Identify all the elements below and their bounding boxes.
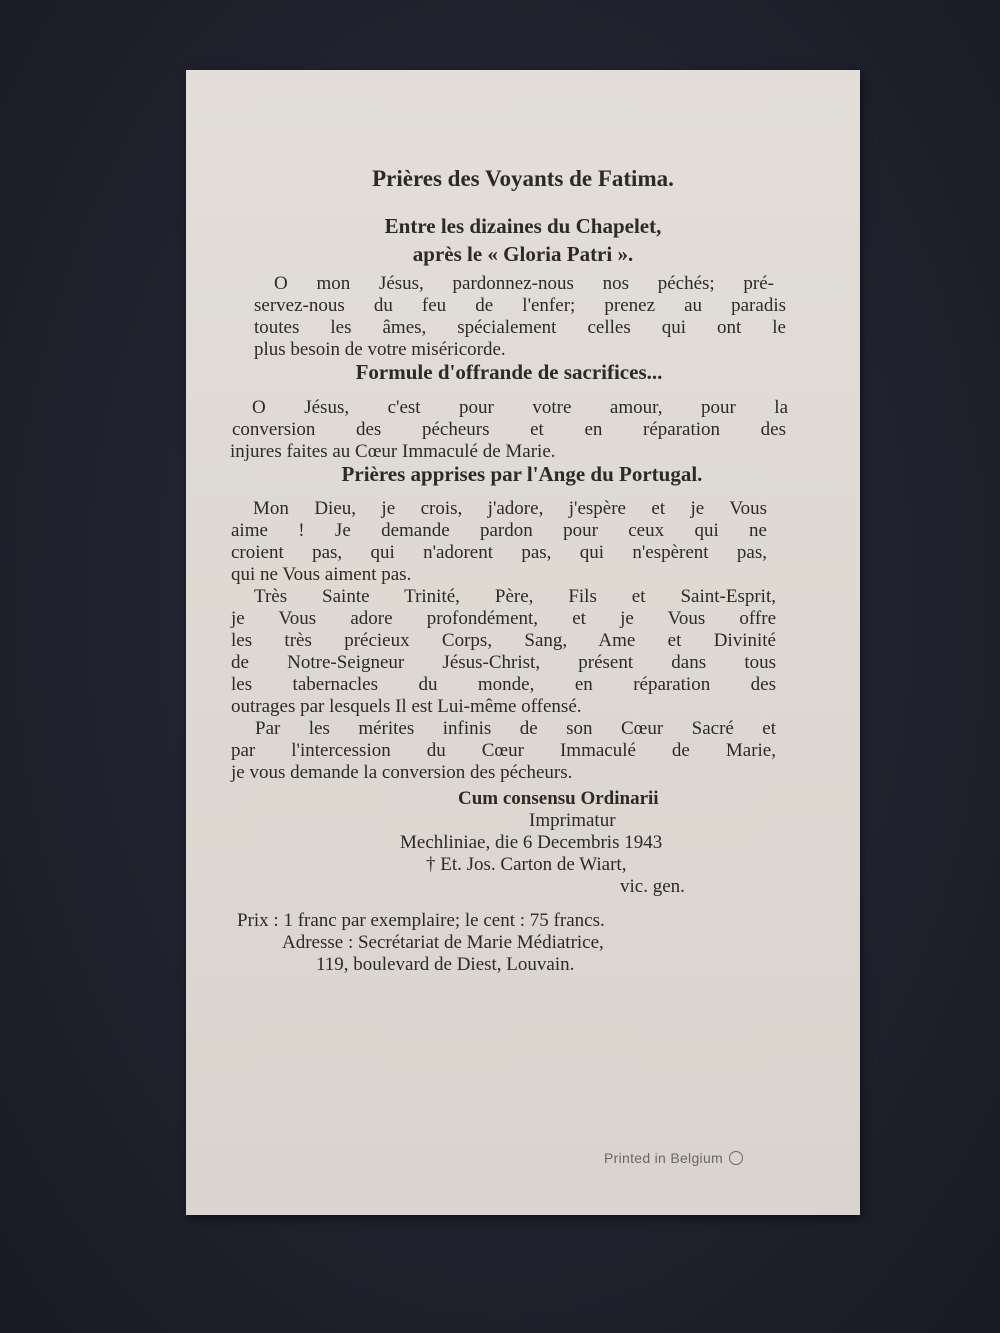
prayer-line: injures faites au Cœur Immaculé de Marie. [230, 441, 556, 462]
prayer-line: les tabernacles du monde, en réparation des [231, 674, 776, 695]
prayer-line: servez-nous du feu de l'enfer; prenez au paradis [254, 295, 786, 316]
approval-signatory: † Et. Jos. Carton de Wiart, [426, 854, 627, 875]
prayer-card [186, 70, 860, 1215]
prayer-line: croient pas, qui n'adorent pas, qui n'espèrent pas, [231, 542, 767, 563]
price-line: Prix : 1 franc par exemplaire; le cent : 75 francs. [237, 910, 605, 931]
prayer-line: de Notre-Seigneur Jésus-Christ, présent dans tous [231, 652, 776, 673]
prayer-line: Très Sainte Trinité, Père, Fils et Saint-Esprit, [254, 586, 776, 607]
prayer-line: Mon Dieu, je crois, j'adore, j'espère et je Vous [253, 498, 767, 519]
prayer-line: aime ! Je demande pardon pour ceux qui ne [231, 520, 767, 541]
prayer-line: Par les mérites infinis de son Cœur Sacré et [255, 718, 776, 739]
address-line: 119, boulevard de Diest, Louvain. [316, 954, 575, 975]
approval-imprimatur: Imprimatur [529, 810, 616, 831]
approval-consensus: Cum consensu Ordinarii [458, 788, 659, 809]
prayer-line: par l'intercession du Cœur Immaculé de Marie, [231, 740, 776, 761]
section-heading-offrande: Formule d'offrande de sacrifices... [355, 360, 663, 384]
prayer-line: plus besoin de votre miséricorde. [254, 339, 506, 360]
address-line: Adresse : Secrétariat de Marie Médiatrice, [282, 932, 604, 953]
section-heading-chapelet-line2: après le « Gloria Patri ». [412, 242, 634, 266]
printed-in-mark [604, 1150, 743, 1166]
approval-place-date: Mechliniae, die 6 Decembris 1943 [400, 832, 663, 853]
printed-in-label: Printed in Belgium [604, 1150, 724, 1166]
prayer-line: O Jésus, c'est pour votre amour, pour la [252, 397, 788, 418]
prayer-line: toutes les âmes, spécialement celles qui ont le [254, 317, 786, 338]
prayer-line: qui ne Vous aiment pas. [231, 564, 412, 585]
printer-seal-icon [729, 1151, 743, 1165]
prayer-line: je Vous adore profondément, et je Vous offre [231, 608, 776, 629]
section-heading-ange: Prières apprises par l'Ange du Portugal. [341, 462, 703, 486]
prayer-line: les très précieux Corps, Sang, Ame et Divinité [231, 630, 776, 651]
section-heading-chapelet-line1: Entre les dizaines du Chapelet, [384, 214, 662, 238]
prayer-line: conversion des pécheurs et en réparation des [232, 419, 786, 440]
card-title: Prières des Voyants de Fatima. [372, 166, 674, 191]
prayer-line: outrages par lesquels Il est Lui-même offensé. [231, 696, 582, 717]
prayer-line: je vous demande la conversion des pécheurs. [231, 762, 573, 783]
prayer-line: O mon Jésus, pardonnez-nous nos péchés; pré- [274, 273, 774, 294]
approval-title: vic. gen. [620, 876, 685, 897]
